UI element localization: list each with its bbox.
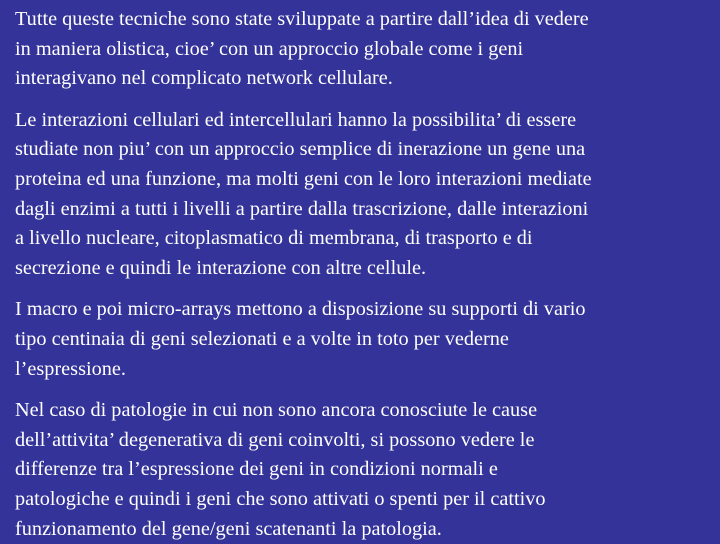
text-line: l’espressione.	[15, 355, 705, 385]
text-line: dell’attivita’ degenerativa di geni coinvolti, si possono vedere le	[15, 426, 705, 456]
text-line: Le interazioni cellulari ed intercellulari hanno la possibilita’ di essere	[15, 106, 705, 136]
paragraph-holistic-approach	[15, 5, 705, 94]
slide-content	[15, 0, 705, 540]
text-line: tipo centinaia di geni selezionati e a volte in toto per vederne	[15, 325, 705, 355]
text-line: in maniera olistica, cioe’ con un approccio globale come i geni	[15, 35, 705, 65]
text-line: funzionamento del gene/geni scatenanti la patologia.	[15, 515, 705, 544]
text-line: dagli enzimi a tutti i livelli a partire dalla trascrizione, dalle interazioni	[15, 195, 705, 225]
text-line: Nel caso di patologie in cui non sono ancora conosciute le cause	[15, 396, 705, 426]
text-line: proteina ed una funzione, ma molti geni con le loro interazioni mediate	[15, 165, 705, 195]
text-line: I macro e poi micro-arrays mettono a disposizione su supporti di vario	[15, 295, 705, 325]
text-line: a livello nucleare, citoplasmatico di membrana, di trasporto e di	[15, 224, 705, 254]
text-line: differenze tra l’espressione dei geni in condizioni normali e	[15, 455, 705, 485]
paragraph-micro-arrays	[15, 295, 705, 384]
paragraph-pathologies	[15, 396, 705, 544]
text-line: secrezione e quindi le interazione con altre cellule.	[15, 254, 705, 284]
text-line: interagivano nel complicato network cellulare.	[15, 64, 705, 94]
text-line: Tutte queste tecniche sono state sviluppate a partire dall’idea di vedere	[15, 5, 705, 35]
text-line: patologiche e quindi i geni che sono attivati o spenti per il cattivo	[15, 485, 705, 515]
text-line: studiate non piu’ con un approccio semplice di inerazione un gene una	[15, 135, 705, 165]
paragraph-cellular-interactions	[15, 106, 705, 284]
